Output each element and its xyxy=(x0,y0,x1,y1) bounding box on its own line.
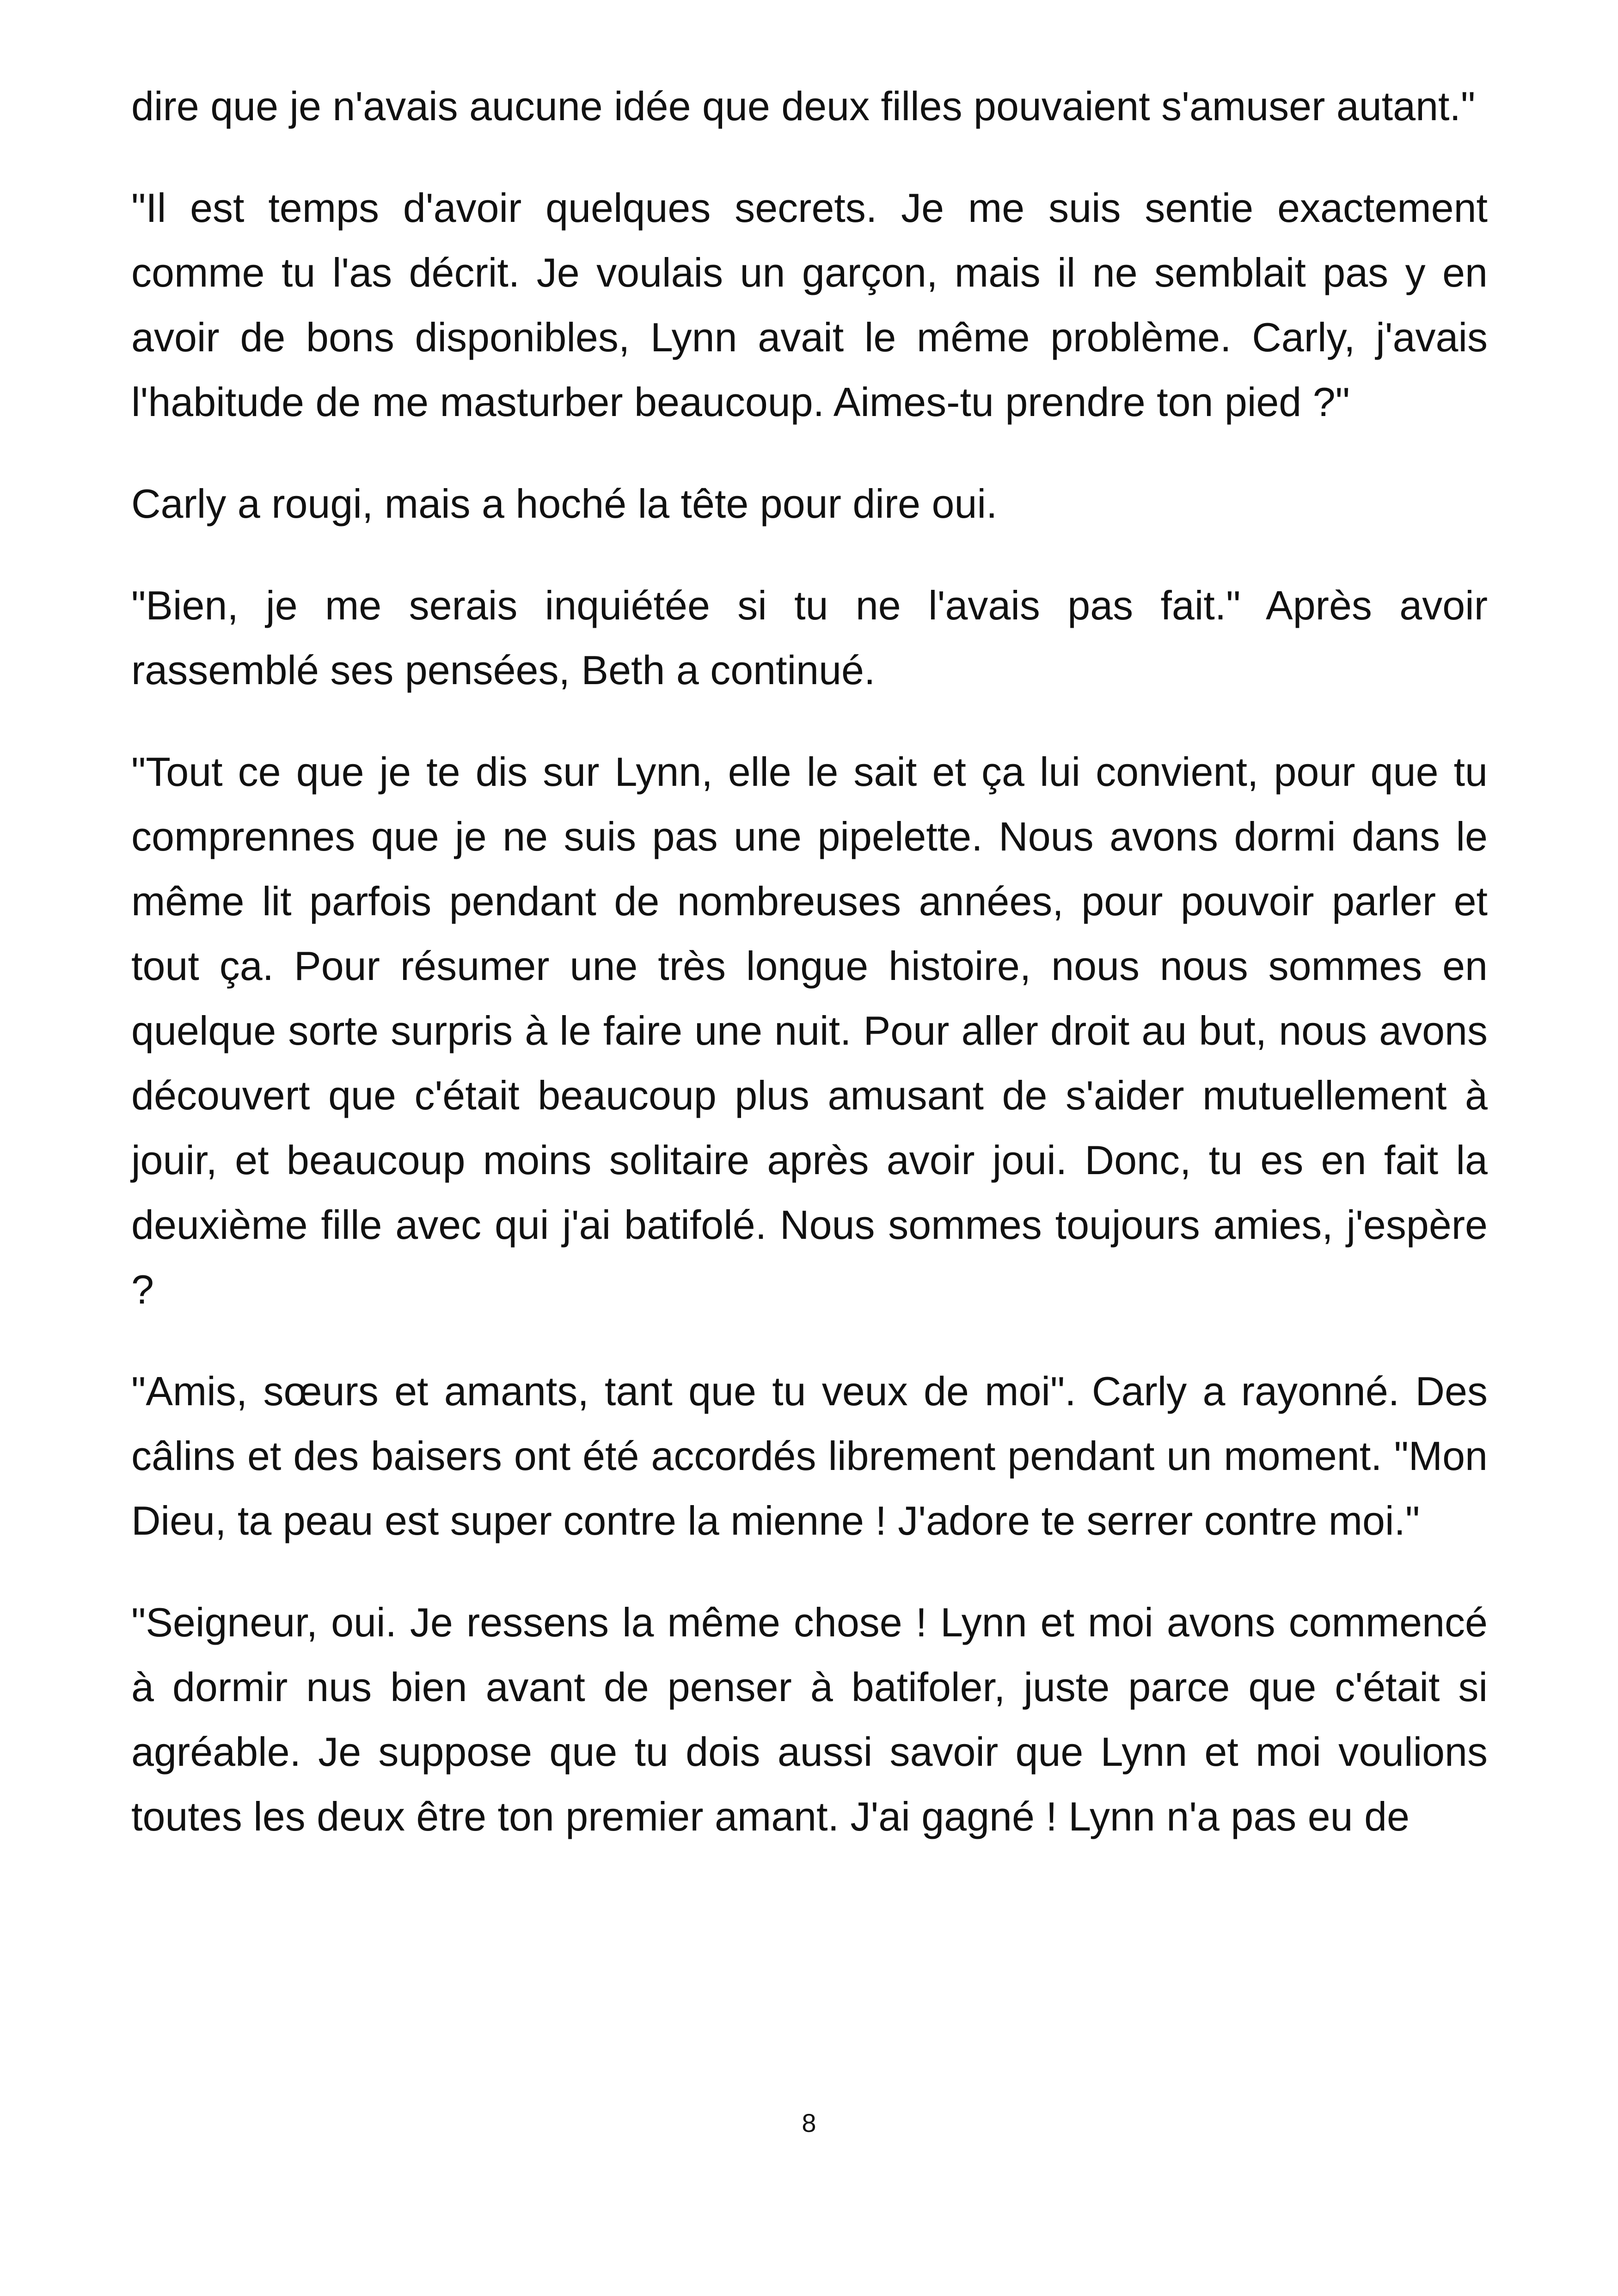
paragraph: "Tout ce que je te dis sur Lynn, elle le sait et ça lui convient, pour que tu comprennes que je ne suis pas une pipelette. Nous avons dormi dans le même lit parfois pendant de nombreuses années, pour pouvoir parler et tout ça. Pour résumer une très longue histoire, nous nous sommes en quelque sorte surpris à le faire une nuit. Pour aller droit au but, nous avons découvert que c'était beaucoup plus amusant de s'aider mutuellement à jouir, et beaucoup moins solitaire après avoir joui. Donc, tu es en fait la deuxième fille avec qui j'ai batifolé. Nous sommes toujours amies, j'espère ? xyxy=(131,749,1488,1312)
paragraph: dire que je n'avais aucune idée que deux filles pouvaient s'amuser autant." xyxy=(131,83,1476,129)
paragraph: "Seigneur, oui. Je ressens la même chose ! Lynn et moi avons commencé à dormir nus bien avant de penser à batifoler, juste parce que c'était si agréable. Je suppose que tu dois aussi savoir que Lynn et moi voulions toutes les deux être ton premier amant. J'ai gagné ! Lynn n'a pas eu de xyxy=(131,1599,1488,1839)
body-text xyxy=(131,74,1488,1886)
paragraph: "Amis, sœurs et amants, tant que tu veux de moi". Carly a rayonné. Des câlins et des baisers ont été accordés librement pendant un moment. "Mon Dieu, ta peau est super contre la mienne ! J'adore te serrer contre moi." xyxy=(131,1368,1488,1543)
paragraph: Carly a rougi, mais a hoché la tête pour dire oui. xyxy=(131,481,998,527)
paragraph: "Bien, je me serais inquiétée si tu ne l'avais pas fait." Après avoir rassemblé ses pensées, Beth a continué. xyxy=(131,582,1488,693)
page-number: 8 xyxy=(802,2108,816,2137)
paragraph: "Il est temps d'avoir quelques secrets. Je me suis sentie exactement comme tu l'as décrit. Je voulais un garçon, mais il ne semblait pas y en avoir de bons disponibles, Lynn avait le même problème. Carly, j'avais l'habitude de me masturber beaucoup. Aimes-tu prendre ton pied ?" xyxy=(131,185,1488,425)
